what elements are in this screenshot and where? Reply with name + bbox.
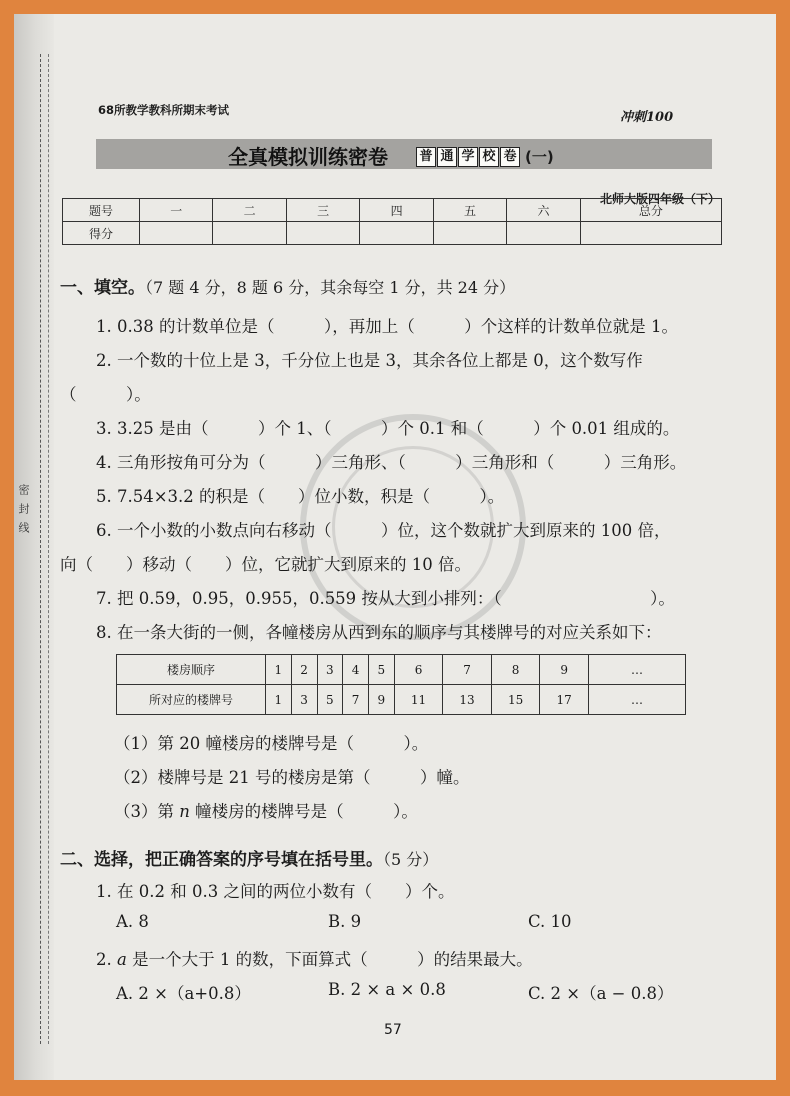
table-cell: 4 xyxy=(343,655,369,685)
choice-option-b[interactable]: B. 2 × a × 0.8 xyxy=(328,980,446,999)
question-8-3-suffix: 幢楼房的楼牌号是（ ）。 xyxy=(189,802,418,821)
question-4: 4. 三角形按角可分为（ ）三角形、（ ）三角形和（ ）三角形。 xyxy=(96,453,687,472)
score-input-cell[interactable] xyxy=(433,222,506,245)
table-cell: 9 xyxy=(369,685,395,715)
score-cell: 总分 xyxy=(580,199,721,222)
building-number-row xyxy=(117,685,686,715)
question-6-line1: 6. 一个小数的小数点向右移动（ ）位，这个数就扩大到原来的 100 倍， xyxy=(96,521,671,540)
table-cell: 5 xyxy=(317,685,343,715)
section2-title: 二、选择，把正确答案的序号填在括号里。 xyxy=(60,850,383,870)
question-8-3-prefix: （3）第 xyxy=(114,802,180,821)
tag-char: 学 xyxy=(458,147,478,167)
score-cell: 题号 xyxy=(63,199,140,222)
table-cell: 7 xyxy=(443,655,492,685)
page-number: 57 xyxy=(384,1022,402,1038)
table-cell: 17 xyxy=(540,685,589,715)
table-cell: 6 xyxy=(394,655,443,685)
question-5: 5. 7.54×3.2 的积是（ ）位小数，积是（ ）。 xyxy=(96,487,505,506)
score-table xyxy=(62,198,722,245)
table-cell: 7 xyxy=(343,685,369,715)
exam-series: 68所教学教科所期末考试 xyxy=(98,103,230,117)
question-2-line2: （ ）。 xyxy=(60,385,151,404)
table-cell: 8 xyxy=(491,655,540,685)
table-cell: 15 xyxy=(491,685,540,715)
table-cell: … xyxy=(589,685,686,715)
score-cell: 四 xyxy=(360,199,433,222)
choice-option-b[interactable]: B. 9 xyxy=(328,912,362,931)
score-input-cell[interactable] xyxy=(213,222,286,245)
table-cell: 2 xyxy=(291,655,317,685)
choice-question-2-prefix: 2. xyxy=(96,950,117,969)
brand-logo: 冲刺100 xyxy=(620,110,674,125)
score-input-cell[interactable] xyxy=(360,222,433,245)
question-8-1: （1）第 20 幢楼房的楼牌号是（ ）。 xyxy=(114,734,429,753)
section2-note: （5 分） xyxy=(383,850,439,869)
score-input-cell[interactable] xyxy=(140,222,213,245)
paper-number: (一) xyxy=(525,148,554,166)
table-cell: 3 xyxy=(291,685,317,715)
question-7: 7. 把 0.59，0.95，0.955，0.559 按从大到小排列：（ ）。 xyxy=(96,589,675,608)
table-cell: 3 xyxy=(317,655,343,685)
score-input-cell[interactable] xyxy=(507,222,580,245)
binding-label: 密封线 xyxy=(17,484,30,541)
question-1: 1. 0.38 的计数单位是（ ），再加上（ ）个这样的计数单位就是 1。 xyxy=(96,317,678,336)
variable-n: n xyxy=(179,802,190,821)
edition-label: 北师大版四年级（下） xyxy=(600,192,721,206)
score-table-score-row xyxy=(63,222,722,245)
choice-question-1: 1. 在 0.2 和 0.3 之间的两位小数有（ ）个。 xyxy=(96,882,455,901)
binding-margin xyxy=(14,14,54,1080)
section1-note: （7 题 4 分，8 题 6 分，其余每空 1 分，共 24 分） xyxy=(145,278,516,297)
title-banner xyxy=(96,139,712,169)
table-cell: 11 xyxy=(394,685,443,715)
score-table-header-row xyxy=(63,199,722,222)
score-cell: 五 xyxy=(433,199,506,222)
building-number-table xyxy=(116,654,686,715)
exam-title: 全真模拟训练密卷 xyxy=(228,145,388,169)
binding-dashed-line xyxy=(40,54,41,1044)
tag-char: 普 xyxy=(416,147,436,167)
score-cell: 六 xyxy=(507,199,580,222)
section1-title: 一、填空。 xyxy=(60,278,145,298)
choice-option-a[interactable]: A. 2 ×（a+0.8） xyxy=(116,984,251,1003)
question-8-2: （2）楼牌号是 21 号的楼房是第（ ）幢。 xyxy=(114,768,470,787)
score-cell: 三 xyxy=(286,199,359,222)
table-cell: 1 xyxy=(266,655,292,685)
variable-a: a xyxy=(117,950,127,969)
question-2-line1: 2. 一个数的十位上是 3，千分位上也是 3，其余各位上都是 0，这个数写作 xyxy=(96,351,643,370)
score-cell: 一 xyxy=(140,199,213,222)
choice-question-2-suffix: 是一个大于 1 的数，下面算式（ ）的结果最大。 xyxy=(126,950,533,969)
score-input-cell[interactable] xyxy=(286,222,359,245)
table-cell: … xyxy=(589,655,686,685)
choice-question-2 xyxy=(96,946,533,970)
tag-char: 校 xyxy=(479,147,499,167)
table-row-label: 所对应的楼牌号 xyxy=(117,685,266,715)
question-8: 8. 在一条大街的一侧，各幢楼房从西到东的顺序与其楼牌号的对应关系如下： xyxy=(96,623,662,642)
question-3: 3. 3.25 是由（ ）个 1、（ ）个 0.1 和（ ）个 0.01 组成的。 xyxy=(96,419,680,438)
binding-dashed-line-inner xyxy=(48,54,49,1044)
building-order-row xyxy=(117,655,686,685)
choice-option-c[interactable]: C. 2 ×（a − 0.8） xyxy=(528,984,674,1003)
table-cell: 9 xyxy=(540,655,589,685)
question-6-line2: 向（ ）移动（ ）位，它就扩大到原来的 10 倍。 xyxy=(60,555,471,574)
question-8-3 xyxy=(114,798,418,822)
section2-heading xyxy=(60,845,438,870)
table-row-label: 楼房顺序 xyxy=(117,655,266,685)
table-cell: 5 xyxy=(369,655,395,685)
choice-option-a[interactable]: A. 8 xyxy=(116,912,149,931)
table-cell: 1 xyxy=(266,685,292,715)
tag-char: 卷 xyxy=(500,147,520,167)
score-cell: 得分 xyxy=(63,222,140,245)
tag-char: 通 xyxy=(437,147,457,167)
exam-page xyxy=(14,14,776,1080)
score-cell: 二 xyxy=(213,199,286,222)
paper-type-tag xyxy=(416,146,554,167)
choice-option-c[interactable]: C. 10 xyxy=(528,912,572,931)
section1-heading xyxy=(60,273,515,298)
score-input-cell[interactable] xyxy=(580,222,721,245)
table-cell: 13 xyxy=(443,685,492,715)
